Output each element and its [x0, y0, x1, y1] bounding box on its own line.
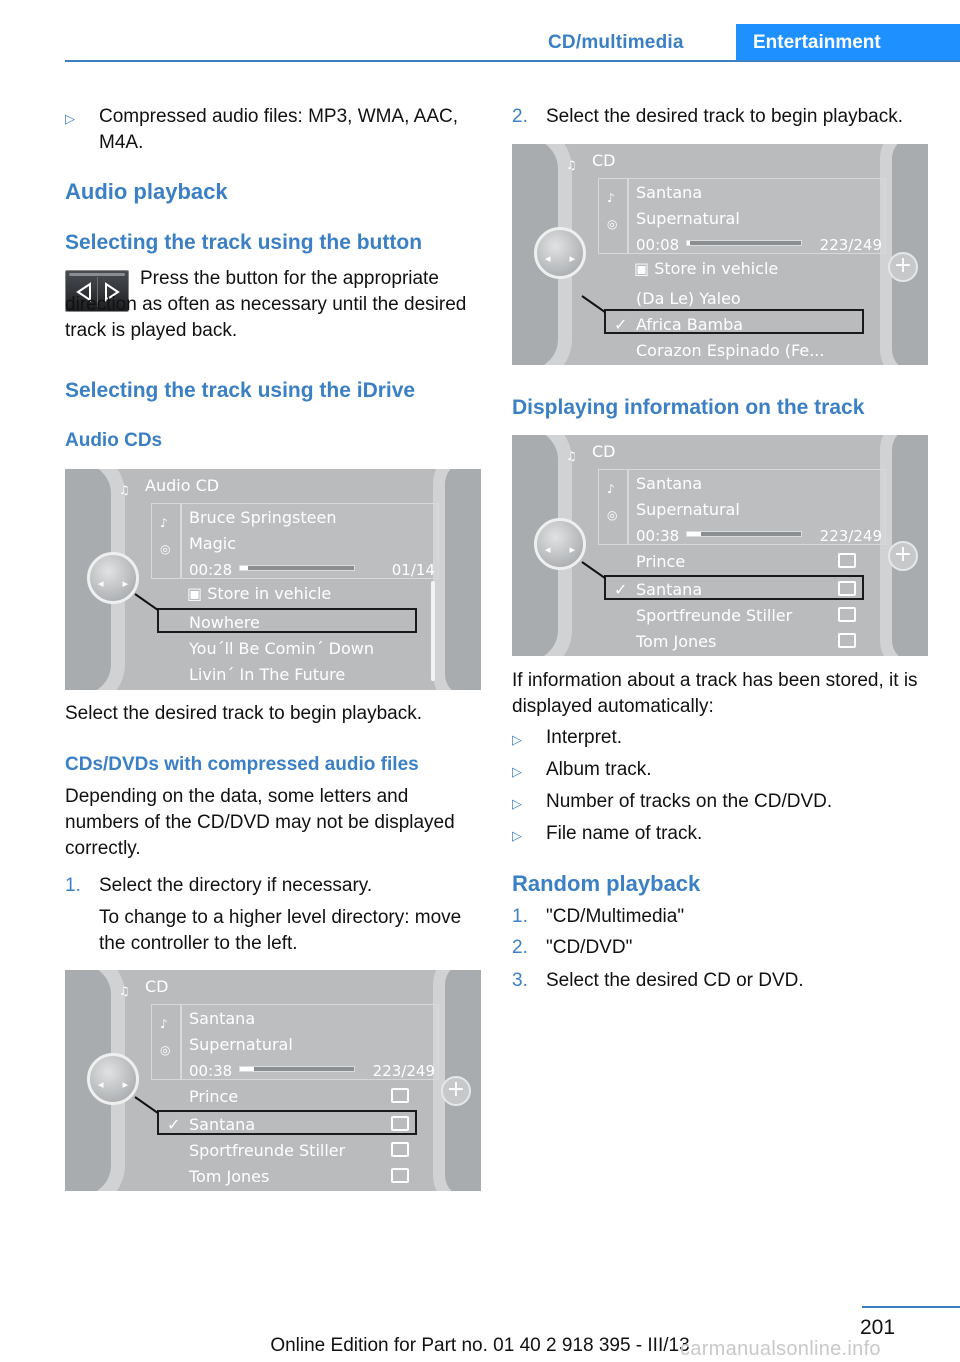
- plus-icon: +: [888, 252, 918, 282]
- time-label: 00:08: [636, 236, 680, 254]
- controller-knob: ◂ ▸: [87, 552, 139, 604]
- music-notes-icon: ♫: [119, 984, 130, 998]
- track-row: You´ll Be Comin´ Down: [189, 639, 375, 658]
- bullet-text: Compressed audio files: MP3, WMA, AAC, M4A.: [99, 106, 459, 153]
- folder-icon: [838, 607, 856, 622]
- screen-title: CD: [592, 151, 616, 170]
- select-track-text: Select the desired track to begin playback.: [65, 703, 422, 724]
- store-label: Store in vehicle: [207, 584, 332, 603]
- page-number: 201: [860, 1316, 896, 1339]
- triangle-bullet-icon: ▷: [512, 828, 522, 843]
- header-rule: [65, 60, 960, 62]
- folder-icon: [391, 1168, 409, 1183]
- folder-row: Sportfreunde Stiller: [189, 1141, 346, 1160]
- disc-icon: ◎: [607, 217, 618, 231]
- triangle-bullet-icon: ▷: [512, 732, 522, 747]
- bullet-text: Album track.: [546, 759, 652, 780]
- header-tab: Entertainment: [736, 24, 960, 62]
- track-count: 01/14: [391, 561, 435, 579]
- controller-knob: ◂ ▸: [534, 227, 586, 279]
- folder-icon: [391, 1088, 409, 1103]
- music-notes-icon: ♫: [566, 449, 577, 463]
- check-icon: ✓: [614, 315, 628, 334]
- progress-bar: [239, 565, 355, 571]
- idrive-screen-cd-tracks: [512, 144, 928, 365]
- step-number: 2.: [512, 937, 528, 958]
- plus-icon: +: [441, 1076, 471, 1106]
- progress-bar: [686, 240, 802, 246]
- step-number: 1.: [512, 906, 528, 927]
- heading-select-button: Selecting the track using the button: [65, 231, 423, 254]
- step-number: 2.: [512, 106, 528, 127]
- artist-label: Bruce Springsteen: [189, 508, 337, 527]
- folder-icon: [391, 1142, 409, 1157]
- step-text: Select the desired track to begin playback.: [546, 106, 903, 127]
- heading-random-playback: Random playback: [512, 871, 701, 896]
- controller-knob: ◂ ▸: [87, 1053, 139, 1105]
- triangle-bullet-icon: ▷: [512, 796, 522, 811]
- step-number: 1.: [65, 875, 81, 896]
- step-text: Select the desired CD or DVD.: [546, 970, 804, 991]
- time-label: 00:38: [189, 1062, 233, 1080]
- footer-rule: [862, 1306, 960, 1308]
- artist-label: Santana: [189, 1009, 256, 1028]
- time-label: 00:38: [636, 527, 680, 545]
- step-text: "CD/DVD": [546, 937, 633, 958]
- depending-text: Depending on the data, some letters and numbers of the CD/DVD may not be displayed correctly.: [65, 786, 455, 859]
- note-icon: ♪: [607, 191, 615, 205]
- folder-icon: [391, 1116, 409, 1131]
- check-icon: ✓: [167, 1115, 181, 1134]
- track-count: 223/249: [372, 1062, 435, 1080]
- progress-bar: [239, 1066, 355, 1072]
- folder-icon: [838, 633, 856, 648]
- track-row: Livin´ In The Future: [189, 665, 346, 684]
- folder-row: Santana: [636, 580, 703, 599]
- folder-row: Tom Jones: [189, 1167, 270, 1186]
- bullet-text: Interpret.: [546, 727, 623, 748]
- folder-row: Tom Jones: [636, 632, 717, 651]
- album-label: Magic: [189, 534, 237, 553]
- music-notes-icon: ♫: [119, 483, 130, 497]
- note-icon: ♪: [160, 1017, 168, 1031]
- heading-select-idrive: Selecting the track using the iDrive: [65, 379, 416, 402]
- note-icon: ♪: [607, 482, 615, 496]
- step-subtext: To change to a higher level directory: move the controller to the left.: [99, 907, 462, 954]
- heading-audio-cds: Audio CDs: [65, 430, 163, 451]
- step-number: 3.: [512, 970, 528, 991]
- time-label: 00:28: [189, 561, 233, 579]
- track-row: (Da Le) Yaleo: [636, 289, 741, 308]
- folder-row: Prince: [189, 1087, 239, 1106]
- save-icon: ▣: [634, 259, 655, 278]
- save-icon: ▣: [187, 584, 208, 603]
- artist-label: Santana: [636, 474, 703, 493]
- plus-icon: +: [888, 541, 918, 571]
- heading-cds-compressed: CDs/DVDs with compressed audio files: [65, 754, 419, 775]
- album-label: Supernatural: [636, 500, 740, 519]
- idrive-screen-cd-directories: [65, 970, 481, 1191]
- step-text: "CD/Multimedia": [546, 906, 685, 927]
- track-count: 223/249: [819, 527, 882, 545]
- folder-row: Santana: [189, 1115, 256, 1134]
- folder-icon: [838, 553, 856, 568]
- progress-bar: [686, 531, 802, 537]
- idrive-screen-cd-info: [512, 435, 928, 656]
- header-section: CD/multimedia: [548, 32, 684, 53]
- heading-audio-playback: Audio playback: [65, 179, 228, 204]
- track-row: Nowhere: [189, 613, 260, 632]
- screen-title: CD: [592, 442, 616, 461]
- store-label: Store in vehicle: [654, 259, 779, 278]
- track-row: Africa Bamba: [636, 315, 744, 334]
- disc-icon: ◎: [160, 542, 171, 556]
- folder-icon: [838, 581, 856, 596]
- screen-title: CD: [145, 977, 169, 996]
- track-count: 223/249: [819, 236, 882, 254]
- music-notes-icon: ♫: [566, 158, 577, 172]
- track-row: Corazon Espinado (Fe...: [636, 341, 825, 360]
- bullet-text: Number of tracks on the CD/DVD.: [546, 791, 833, 812]
- disc-icon: ◎: [160, 1043, 171, 1057]
- folder-row: Prince: [636, 552, 686, 571]
- triangle-bullet-icon: ▷: [512, 764, 522, 779]
- edition-line: Online Edition for Part no. 01 40 2 918 395 - III/13: [270, 1335, 690, 1356]
- heading-display-info: Displaying information on the track: [512, 396, 865, 419]
- idrive-screen-audio-cd: [65, 469, 481, 690]
- step-text: Select the directory if necessary.: [99, 875, 373, 896]
- bullet-text: File name of track.: [546, 823, 703, 844]
- note-icon: ♪: [160, 516, 168, 530]
- artist-label: Santana: [636, 183, 703, 202]
- watermark: carmanualsonline.info: [680, 1338, 881, 1360]
- triangle-bullet-icon: ▷: [65, 111, 75, 126]
- check-icon: ✓: [614, 580, 628, 599]
- disc-icon: ◎: [607, 508, 618, 522]
- album-label: Supernatural: [189, 1035, 293, 1054]
- album-label: Supernatural: [636, 209, 740, 228]
- screen-title: Audio CD: [145, 476, 220, 495]
- info-text: If information about a track has been stored, it is displayed automatically:: [512, 670, 918, 717]
- folder-row: Sportfreunde Stiller: [636, 606, 793, 625]
- controller-knob: ◂ ▸: [534, 518, 586, 570]
- button-instructions: Press the button for the appropriate direction as often as necessary until the desired track is played back.: [65, 268, 467, 341]
